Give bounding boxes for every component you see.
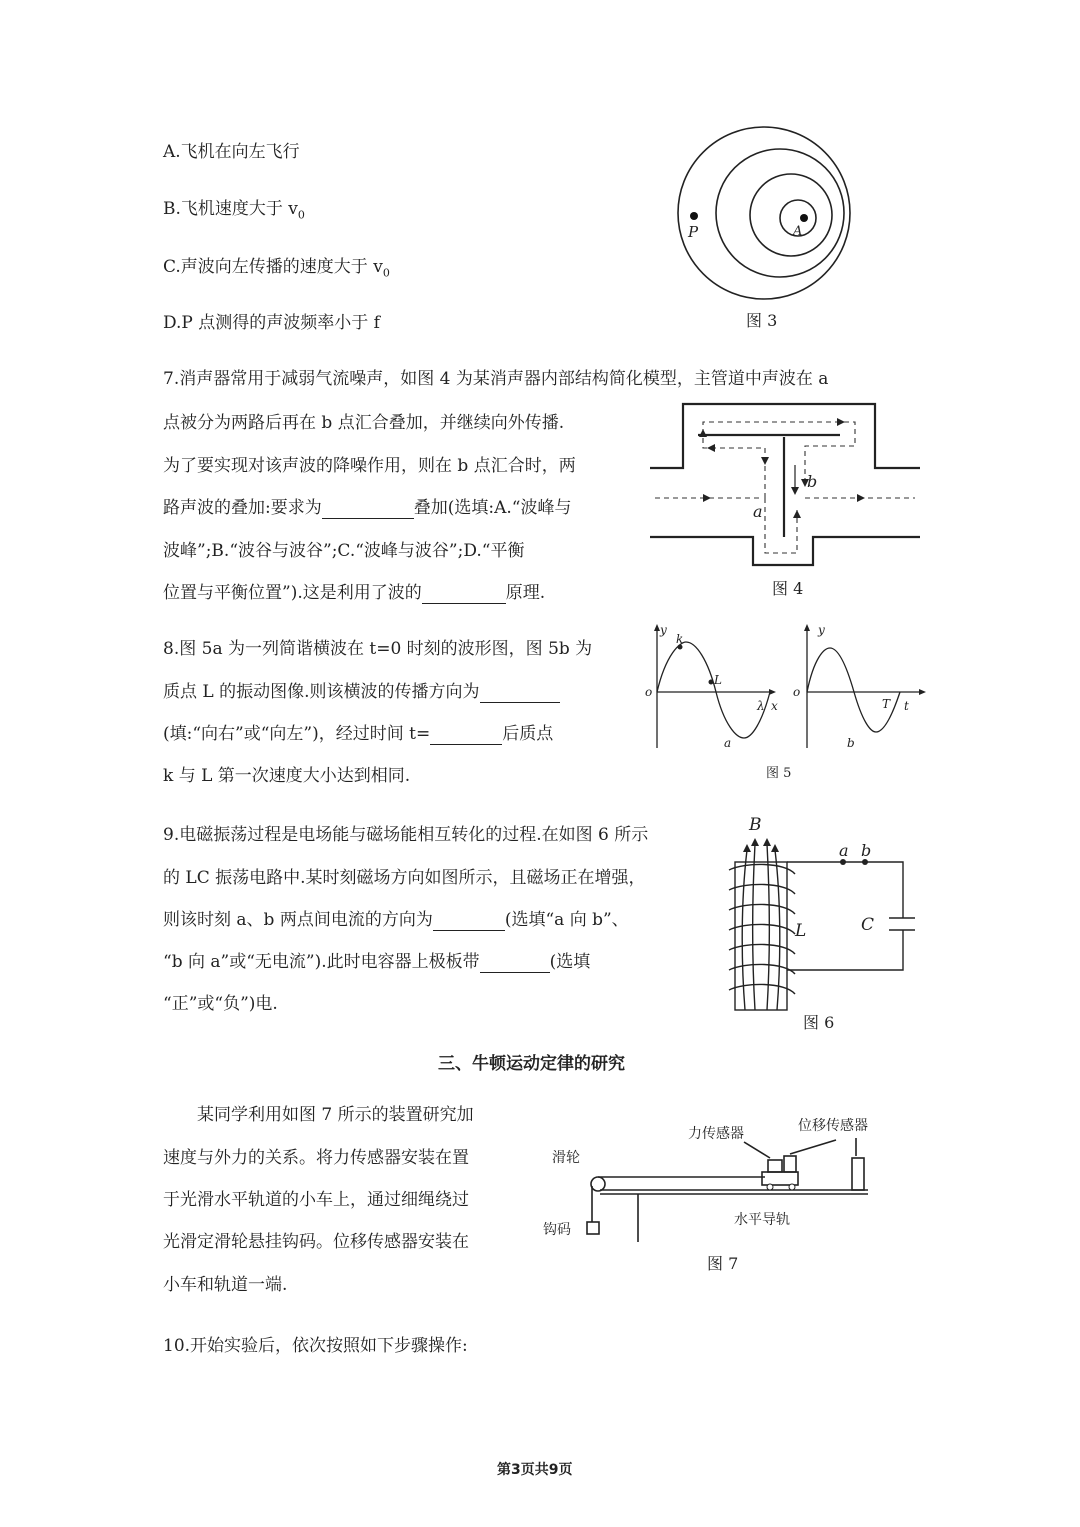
q7-line-3: 为了要实现对该声波的降噪作用，则在 b 点汇合时，两 xyxy=(163,456,576,476)
figure-5b-vibration xyxy=(790,620,930,755)
q10-line-1: 10.开始实验后，依次按照如下步骤操作: xyxy=(163,1336,468,1356)
q6-option-a: A.飞机在向左飞行 xyxy=(163,142,300,162)
q9-line-5: “正”或“负”)电. xyxy=(163,994,278,1014)
fig6-label-l: L xyxy=(795,921,807,941)
q7-blank-2 xyxy=(422,585,506,604)
q8-line-4: k 与 L 第一次速度大小达到相同. xyxy=(163,766,411,786)
fig5a-label-l: L xyxy=(714,673,722,687)
fig7-caption: 图 7 xyxy=(707,1254,739,1273)
q7-line-6: 位置与平衡位置”).这是利用了波的 原理. xyxy=(163,583,546,603)
fig5a-label-k: k xyxy=(676,632,684,646)
fig5a-label-o: o xyxy=(645,685,653,699)
fig4-label-b: b xyxy=(807,472,818,491)
q9-blank-1 xyxy=(433,912,505,931)
intro-line-3: 于光滑水平轨道的小车上，通过细绳绕过 xyxy=(163,1190,469,1210)
section-3-title: 三、牛顿运动定律的研究 xyxy=(438,1054,625,1074)
fig5a-label-sub: a xyxy=(724,736,732,750)
fig5b-label-sub: b xyxy=(847,736,855,750)
figure-5a-waveform xyxy=(640,620,780,755)
q9-line-2: 的 LC 振荡电路中.某时刻磁场方向如图所示，且磁场正在增强， xyxy=(163,868,646,888)
q8-blank-2 xyxy=(430,726,502,745)
q6-option-d: D.P 点测得的声波频率小于 f xyxy=(163,313,380,333)
figure-7-track-setup xyxy=(540,1110,895,1250)
fig4-label-a: a xyxy=(753,502,763,521)
figure-4-muffler xyxy=(645,395,925,570)
figure-6-lc-circuit xyxy=(715,810,915,1015)
fig3-label-p: P xyxy=(688,223,699,241)
q7-line-5: 波峰”;B.“波谷与波谷”;C.“波峰与波谷”;D.“平衡 xyxy=(163,541,525,561)
fig6-label-b-field: B xyxy=(749,815,762,835)
fig7-label-pulley: 滑轮 xyxy=(552,1150,580,1166)
fig6-label-b: b xyxy=(861,841,872,860)
fig6-label-c: C xyxy=(861,915,875,935)
page-footer: 第3页共9页 xyxy=(497,1462,573,1478)
fig5b-label-y: y xyxy=(818,623,825,637)
q7-line-2: 点被分为两路后再在 b 点汇合叠加，并继续向外传播. xyxy=(163,413,565,433)
q6-option-b: B.飞机速度大于 $v_0$ xyxy=(163,199,305,222)
figure-3-sound-circles xyxy=(670,125,860,305)
q8-line-3: (填:“向右”或“向左”)，经过时间 t= 后质点 xyxy=(163,724,554,744)
fig3-caption: 图 3 xyxy=(746,311,778,330)
intro-line-4: 光滑定滑轮悬挂钩码。位移传感器安装在 xyxy=(163,1232,469,1252)
fig3-label-a: A xyxy=(793,224,803,239)
fig5b-label-t: t xyxy=(904,699,909,713)
q9-line-4: “b 向 a”或“无电流”).此时电容器上极板带 (选填 xyxy=(163,952,591,972)
fig7-label-weight: 钩码 xyxy=(543,1222,571,1238)
q7-line-1: 7.消声器常用于减弱气流噪声，如图 4 为某消声器内部结构简化模型，主管道中声波在 a xyxy=(163,369,829,389)
fig5b-label-t-period: T xyxy=(882,697,891,711)
fig5a-label-lambda: λ xyxy=(757,699,765,713)
intro-line-5: 小车和轨道一端. xyxy=(163,1275,288,1295)
intro-line-2: 速度与外力的关系。将力传感器安装在置 xyxy=(163,1148,469,1168)
fig6-caption: 图 6 xyxy=(803,1013,835,1032)
q7-line-4: 路声波的叠加:要求为 叠加(选填:A.“波峰与 xyxy=(163,498,572,518)
intro-line-1: 某同学利用如图 7 所示的装置研究加 xyxy=(197,1105,474,1125)
q9-line-3: 则该时刻 a、b 两点间电流的方向为 (选填“a 向 b”、 xyxy=(163,910,629,930)
q9-line-1: 9.电磁振荡过程是电场能与磁场能相互转化的过程.在如图 6 所示 xyxy=(163,825,649,845)
q9-blank-2 xyxy=(480,954,550,973)
fig4-caption: 图 4 xyxy=(772,579,804,598)
fig7-label-disp-sensor: 位移传感器 xyxy=(798,1118,868,1134)
fig6-label-a: a xyxy=(839,841,849,860)
q7-blank-1 xyxy=(322,500,414,519)
fig5-caption: 图 5 xyxy=(766,766,792,781)
fig5a-label-y: y xyxy=(660,623,667,637)
q8-line-2: 质点 L 的振动图像.则该横波的传播方向为 xyxy=(163,681,560,703)
fig5a-label-x: x xyxy=(771,699,778,713)
q8-blank-1 xyxy=(480,684,560,703)
fig7-label-track: 水平导轨 xyxy=(734,1212,790,1228)
fig7-label-force-sensor: 力传感器 xyxy=(688,1126,744,1142)
q6-option-c: C.声波向左传播的速度大于 $v_0$ xyxy=(163,257,390,280)
q8-line-1: 8.图 5a 为一列简谐横波在 t=0 时刻的波形图，图 5b 为 xyxy=(163,639,593,659)
fig5b-label-o: o xyxy=(793,685,801,699)
